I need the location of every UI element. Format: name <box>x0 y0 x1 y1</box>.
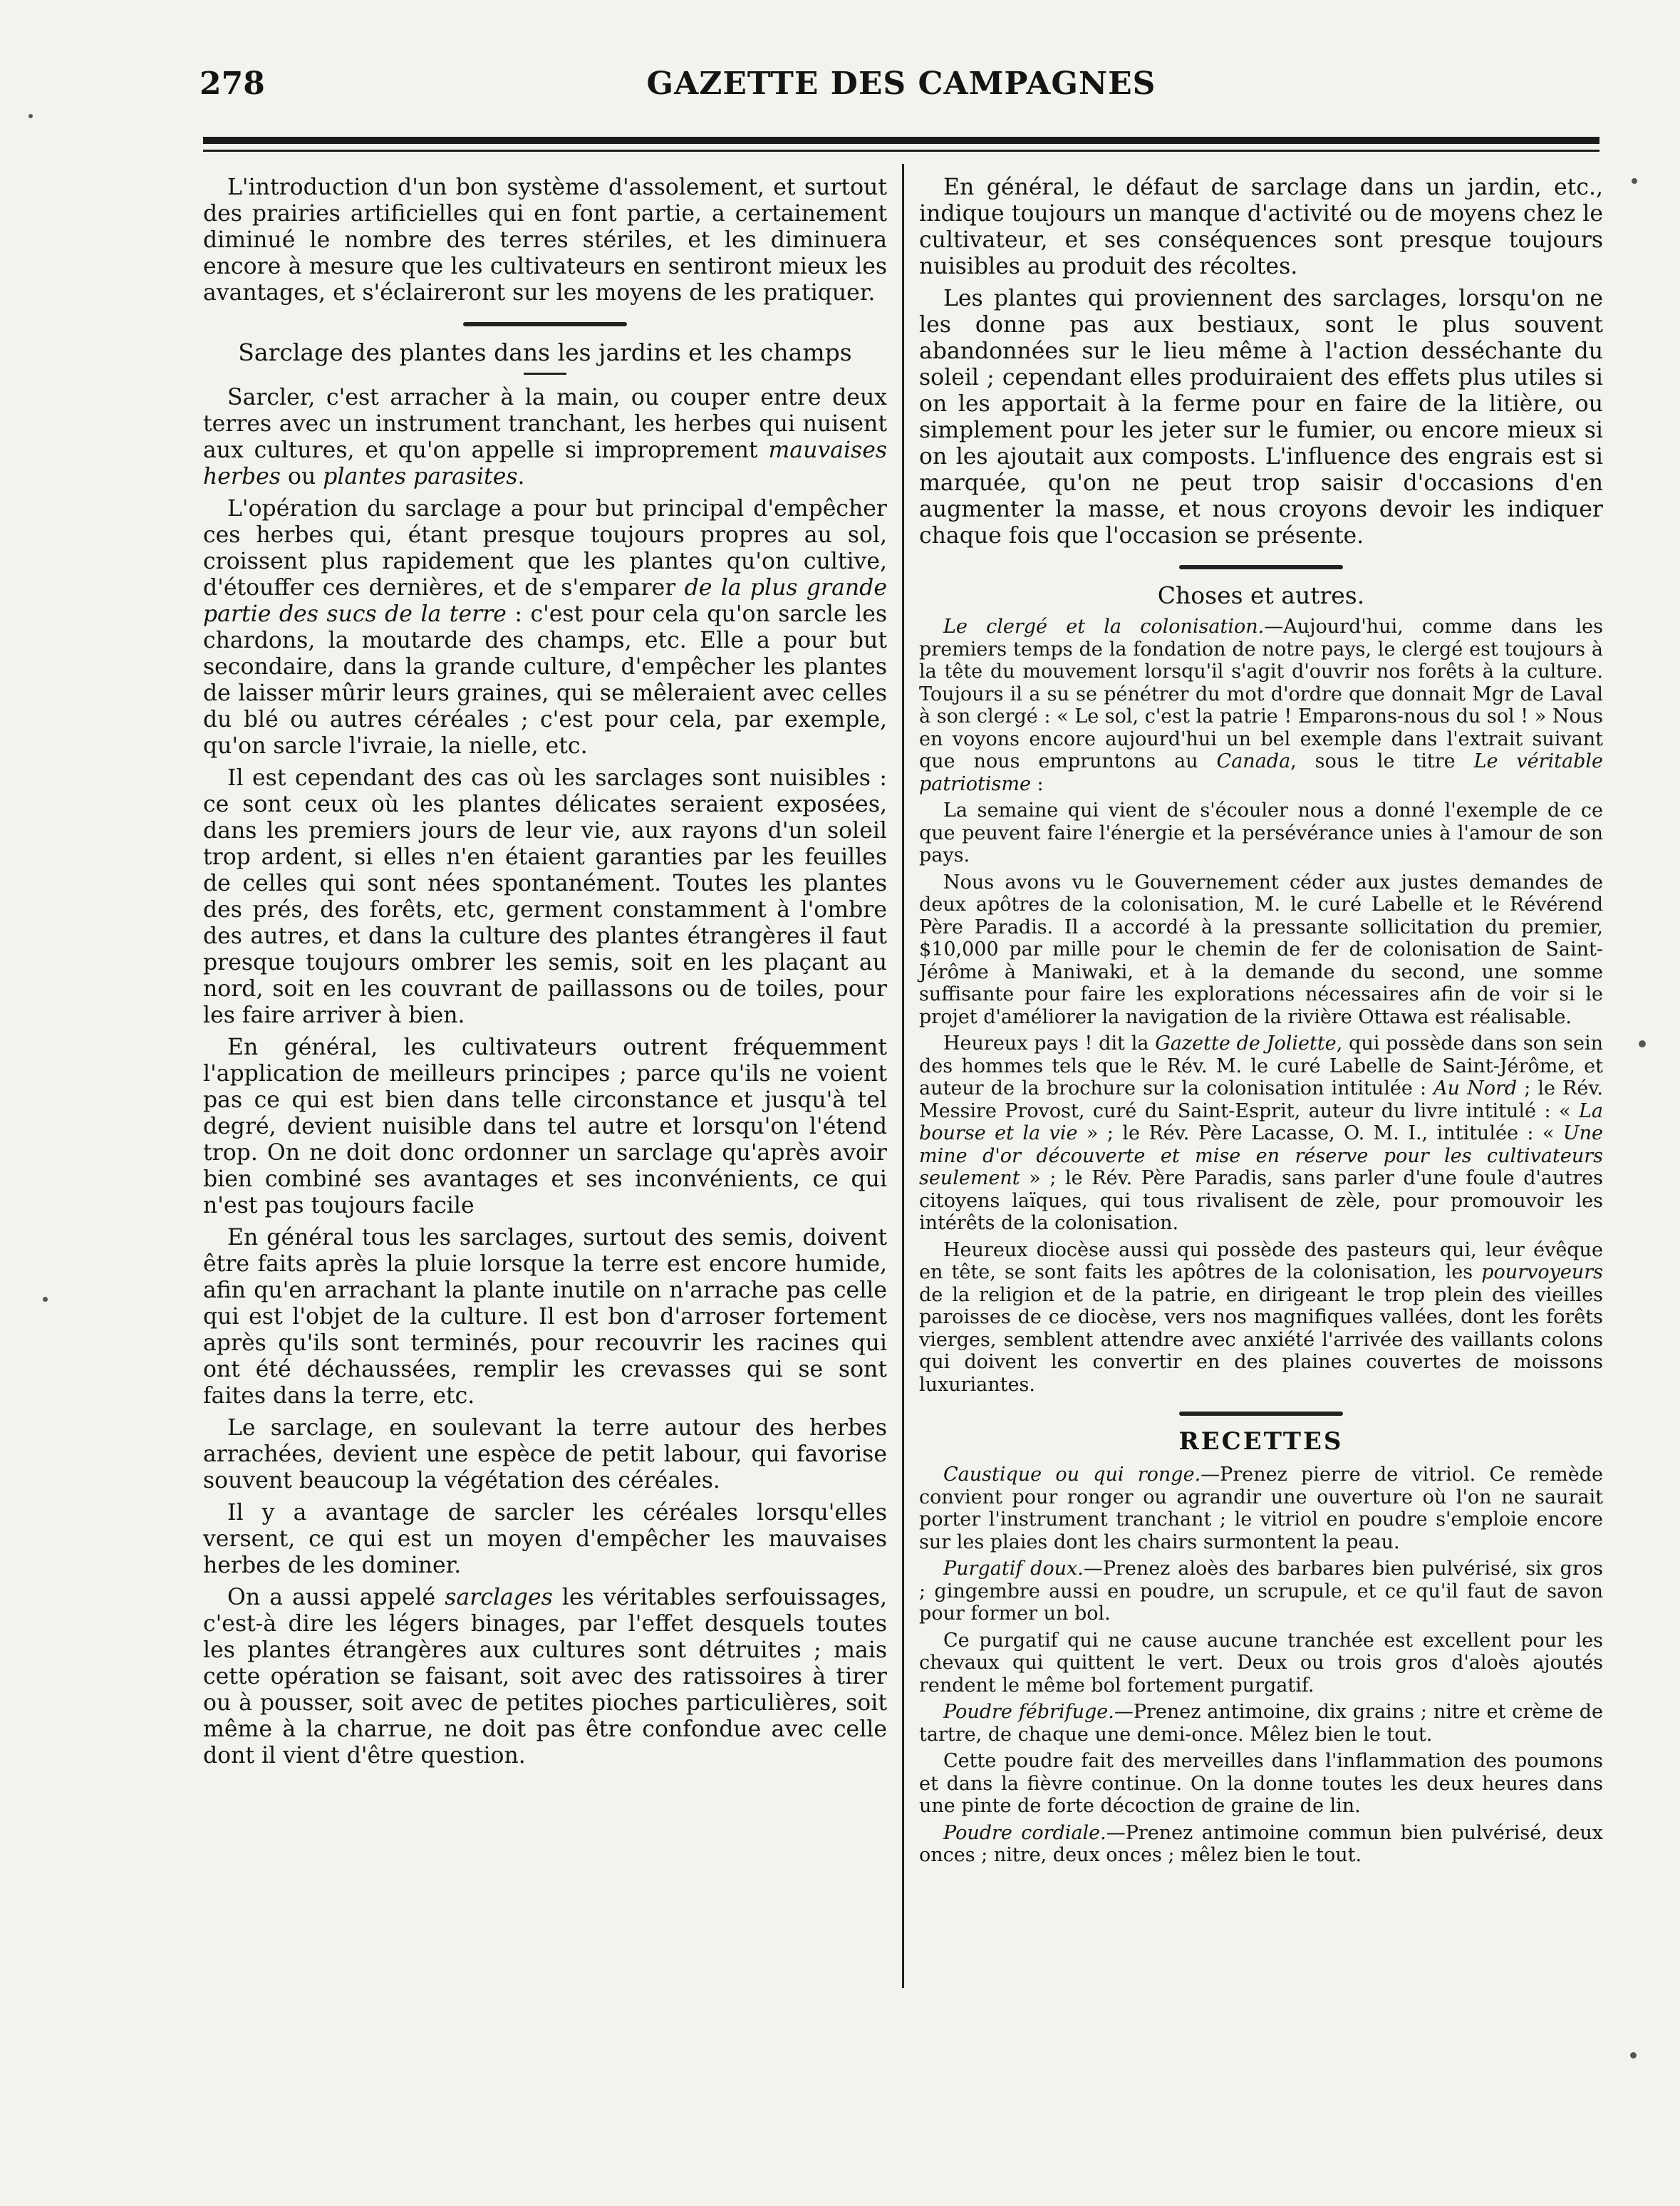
article-paragraph: En général, le défaut de sarclage dans un jardin, etc., indique toujours un manque d'activité ou de moyens chez le cultivateur, et ses conséquences sont presque toujours nuisibles au produit des récoltes. <box>919 175 1603 279</box>
title-underline <box>524 373 566 375</box>
header-rule-thin <box>203 150 1599 152</box>
section-title-choses: Choses et autres. <box>1157 581 1365 609</box>
recipe-item: Cette poudre fait des merveilles dans l'inflammation des poumons et dans la fièvre continue. On la donne toutes les deux heures dans une pinte de forte décoction de graine de lin. <box>919 1750 1603 1817</box>
section-separator <box>463 322 627 326</box>
running-title: GAZETTE DES CAMPAGNES <box>646 66 1156 102</box>
left-column <box>203 175 887 1775</box>
article-paragraph: En général, les cultivateurs outrent fréquemment l'application de meilleurs principes ; parce qu'ils ne voient pas ce qui est bien dans telle circonstance et jusqu'à tel degré, devient nuisible dans tel autre et lorsqu'on l'étend trop. On ne doit donc ordonner un sarclage qu'après avoir bien combiné ses avantages et ses inconvénients, ce qui n'est pas toujours facile <box>203 1035 887 1218</box>
article-paragraph: Les plantes qui proviennent des sarclages, lorsqu'on ne les donne pas aux bestiaux, sont le plus souvent abandonnées sur le lieu même à l'action desséchante du soleil ; cependant elles produiraient des effets plus utiles si on les apportait à la ferme pour en faire de la litière, ou simplement pour les jeter sur le fumier, ou encore mieux si on les ajoutait aux composts. L'influence des engrais est si marquée, qu'on ne peut trop saisir d'occasions d'en augmenter la masse, et nous croyons devoir les indiquer chaque fois que l'occasion se présente. <box>919 286 1603 549</box>
right-column <box>919 175 1603 1871</box>
article-paragraph: On a aussi appelé sarclages les véritables serfouissages, c'est-à dire les légers binages, par l'effet desquels toutes les plantes étrangères aux cultures sont détruites ; mais cette opération se faisant, soit avec des ratissoires à tirer ou à pousser, soit avec de petites pioches particulières, soit même à la charrue, ne doit pas être confondue avec celle dont il vient d'être question. <box>203 1585 888 1769</box>
article-paragraph: L'opération du sarclage a pour but principal d'empêcher ces herbes qui, étant presque toujours propres au sol, croissent plus rapidement que les plantes qu'on cultive, d'étouffer ces dernières, et de s'emparer de la plus grande partie des sucs de la terre : c'est pour cela qu'on sarcle les chardons, la moutarde des champs, etc. Elle a pour but secondaire, dans la grande culture, d'empêcher les plantes de laisser mûrir leurs graines, qui se mêleraient avec celles du blé ou autres céréales ; c'est pour cela, par exemple, qu'on sarcle l'ivraie, la nielle, etc. <box>203 496 888 759</box>
article-paragraph: En général tous les sarclages, surtout des semis, doivent être faits après la pluie lorsque la terre est encore humide, afin qu'en arrachant la plante inutile on n'arrache pas celle qui est l'objet de la culture. Il est bon d'arroser fortement après qu'ils sont terminés, pour recouvrir les racines qui ont été déchaussées, remplir les crevasses qui se sont faites dans la terre, etc. <box>203 1225 887 1409</box>
section-separator <box>1179 565 1343 569</box>
section-separator <box>1179 1412 1343 1416</box>
recipe-item: Caustique ou qui ronge.—Prenez pierre de vitriol. Ce remède convient pour ronger ou agrandir une ouverture où l'on ne saurait porter l'instrument tranchant ; le vitriol en poudre s'emploie encore sur les plaies dont les chairs surmontent la peau. <box>919 1464 1603 1553</box>
paper-speck <box>1630 2052 1637 2059</box>
header-rule-thick <box>203 137 1599 144</box>
news-item: Le clergé et la colonisation.—Aujourd'hui, comme dans les premiers temps de la fondation de notre pays, le clergé est toujours à la tête du mouvement lorsqu'il s'agit d'ouvrir nos forêts à la culture. Toujours il a su se pénétrer du mot d'ordre que donnait Mgr de Laval à son clergé : « Le sol, c'est la patrie ! Emparons-nous du sol ! » Nous en voyons encore aujourd'hui un bel exemple dans l'extrait suivant que nous empruntons au Canada, sous le titre Le véritable patriotisme : <box>919 616 1603 795</box>
article-paragraph: Il est cependant des cas où les sarclages sont nuisibles : ce sont ceux où les plantes délicates seraient exposées, dans les premiers jours de leur vie, aux rayons d'un soleil trop ardent, si elles n'en étaient garanties par les feuilles de celles qui sont nées spontanément. Toutes les plantes des prés, des forêts, etc, germent constamment à l'ombre des autres, et dans la culture des plantes étrangères il faut presque toujours ombrer les semis, soit en les plaçant au nord, soit en les couvrant de paillassons ou de toiles, pour les faire arriver à bien. <box>203 765 887 1028</box>
article-paragraph: Sarcler, c'est arracher à la main, ou couper entre deux terres avec un instrument tranchant, les herbes qui nuisent aux cultures, et qu'on appelle si improprement mauvaises herbes ou plantes parasites. <box>203 385 887 490</box>
recipe-item: Ce purgatif qui ne cause aucune tranchée est excellent pour les chevaux qui quittent le vert. Deux ou trois gros d'aloès ajoutés rendent le même bol fortement purgatif. <box>919 1629 1603 1697</box>
section-title-sarclage: Sarclage des plantes dans les jardins et les champs <box>238 338 852 366</box>
page-header <box>192 66 1610 115</box>
page-number: 278 <box>199 66 265 102</box>
section-title-recettes: RECETTES <box>1178 1427 1344 1456</box>
article-paragraph: Le sarclage, en soulevant la terre autour des herbes arrachées, devient une espèce de petit labour, qui favorise souvent beaucoup la végétation des céréales. <box>203 1415 887 1493</box>
recipe-item: Poudre cordiale.—Prenez antimoine commun bien pulvérisé, deux onces ; nitre, deux onces ; mêlez bien le tout. <box>919 1821 1603 1866</box>
news-item: Heureux diocèse aussi qui possède des pasteurs qui, leur évêque en tête, se sont faits les apôtres de la colonisation, les pourvoyeurs de la religion et de la patrie, en dirigeant le trop plein des vieilles paroisses de ce diocèse, vers nos magnifiques vallées, dont les forêts vierges, semblent attendre avec anxiété l'arrivée des vaillants colons qui doivent les convertir en des plaines couvertes de moissons luxuriantes. <box>919 1238 1603 1396</box>
paper-speck <box>28 114 33 118</box>
news-item: La semaine qui vient de s'écouler nous a donné l'exemple de ce que peuvent faire l'énergie et la persévérance unies à l'amour de son pays. <box>919 799 1603 866</box>
news-item: Heureux pays ! dit la Gazette de Joliette, qui possède dans son sein des hommes tels que le Rév. M. le curé Labelle de Saint-Jérôme, et auteur de la brochure sur la colonisation intitulée : Au Nord ; le Rév. Messire Provost, curé du Saint-Esprit, auteur du livre intitulé : « La bourse et la vie » ; le Rév. Père Lacasse, O. M. I., intitulée : « Une mine d'or découverte et mise en réserve pour les cultivateurs seulement » ; le Rév. Père Paradis, sans parler d'une foule d'autres citoyens laïques, qui tous rivalisent de zèle, pour promouvoir les intérêts de la colonisation. <box>919 1032 1604 1234</box>
recipe-item: Purgatif doux.—Prenez aloès des barbares bien pulvérisé, six gros ; gingembre aussi en poudre, un scrupule, et ce qu'il faut de savon pour former un bol. <box>919 1558 1603 1625</box>
news-item: Nous avons vu le Gouvernement céder aux justes demandes de deux apôtres de la colonisation, M. le curé Labelle et le Révérend Père Paradis. Il a accordé à la pressante sollicitation du premier, $10,000 par mille pour le chemin de fer de colonisation de Saint-Jérôme à Maniwaki, et à la demande du second, une somme suffisante pour faire les explorations nécessaires afin de voir si le projet d'améliorer la navigation de la rivière Ottawa est réalisable. <box>919 871 1603 1028</box>
paper-speck <box>1632 178 1637 184</box>
article-paragraph: Il y a avantage de sarcler les céréales lorsqu'elles versent, ce qui est un moyen d'empêcher les mauvaises herbes de les dominer. <box>203 1500 887 1578</box>
column-divider <box>902 164 904 1988</box>
paper-speck <box>1639 1040 1646 1047</box>
intro-paragraph: L'introduction d'un bon système d'assolement, et surtout des prairies artificielles qui en font partie, a certainement diminué le nombre des terres stériles, et les diminuera encore à mesure que les cultivateurs en sentiront mieux les avantages, et s'éclaireront sur les moyens de les pratiquer. <box>203 175 887 306</box>
recipe-item: Poudre fébrifuge.—Prenez antimoine, dix grains ; nitre et crème de tartre, de chaque une demi-once. Mêlez bien le tout. <box>919 1701 1603 1746</box>
paper-speck <box>43 1297 48 1302</box>
